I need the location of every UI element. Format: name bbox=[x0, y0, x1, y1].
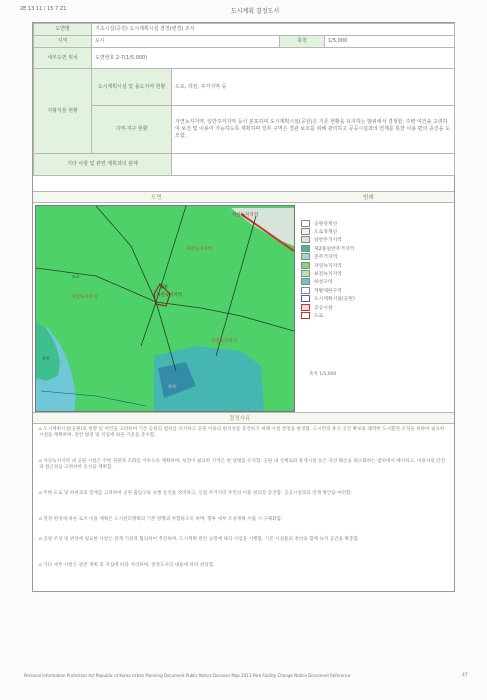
map-section-title: 도면 bbox=[151, 195, 162, 201]
facility-status-label: 도시계획시설 및 용도지역 현황 bbox=[92, 69, 172, 106]
legend-item bbox=[301, 219, 411, 227]
legend-swatch-10 bbox=[301, 304, 310, 311]
legend-label: 개발제한구역 bbox=[314, 288, 342, 294]
legend-swatch-8 bbox=[301, 287, 310, 294]
legend-item bbox=[301, 244, 411, 252]
map-label-4: 자연녹지지역 bbox=[211, 339, 238, 344]
map-label-5: 자연녹지지역 bbox=[232, 213, 259, 218]
facility-status-value: 도로, 하천, 주거지역 등 bbox=[172, 69, 455, 106]
page-number: 47 bbox=[462, 673, 468, 678]
legend-item bbox=[301, 253, 411, 261]
footer-text: Personal Information Protection Act Republic of Korea Urban Planning Document Public Notice Decision Map 2013 Park Facility Change Notice Document Reference bbox=[24, 673, 351, 678]
legend-label: 준주거지역 bbox=[314, 255, 338, 261]
scale-value: 1/5,000 bbox=[325, 36, 455, 48]
other-matters-value bbox=[172, 154, 455, 176]
legend-swatch-6 bbox=[301, 270, 310, 277]
legend-swatch-9 bbox=[301, 295, 310, 302]
map-label-park: 공원 bbox=[160, 284, 168, 289]
legend-item bbox=[301, 278, 411, 286]
detail-map-value: 도면번호 2-7(1/5,000) bbox=[92, 48, 455, 69]
explain-paragraph-4: o 결정 변경에 따른 토지 이용 계획은 도시관리계획의 기본 방향과 부합하도록 하며, 향후 세부 조성계획 수립 시 구체화함. bbox=[39, 517, 283, 522]
legend-item bbox=[301, 286, 411, 294]
legend-item bbox=[301, 311, 411, 319]
map-label-road: 도로 bbox=[72, 274, 80, 279]
explain-paragraph-3: o 주변 도로 및 하천과의 연계를 고려하여 공원 출입구와 보행 동선을 정비하고, 인접 주거지역 주민의 이용 편의를 증진함. 공공시설과의 연계 방안을 마련함. bbox=[39, 491, 352, 496]
legend-swatch-0 bbox=[301, 220, 310, 227]
legend-item bbox=[301, 227, 411, 235]
info-table bbox=[33, 23, 455, 176]
explain-paragraph-1: o 도시계획시설(공원)의 현황 및 여건을 고려하여 기존 공원의 범위를 유지하고 공원 이용의 편리성을 증진하기 위해 시설 결정을 변경함. 도시민의 휴식 공간 확보와 쾌적한 도시환경 조성을 위하여 필요한 시설을 계획하며, 관련 법령 및 지침에 따른 기준을 준수함. bbox=[39, 427, 445, 439]
explain-paragraph-2: o 자연녹지지역 내 공원 시설은 주변 경관과 조화를 이루도록 계획하며, 보전이 필요한 지역은 현 상태를 유지함. 공원 내 산책로와 휴게시설 등은 자연 훼손을 최소화하는 범위에서 배치하고, 이용자의 안전과 접근성을 고려하여 동선을 계획함. bbox=[39, 459, 446, 471]
map-label-3: 자연녹지지역 bbox=[156, 293, 183, 298]
region-label: 지역 bbox=[34, 36, 92, 48]
zoning-map bbox=[35, 205, 295, 412]
legend-item bbox=[301, 295, 411, 303]
map-label-2: 자연녹지지역 bbox=[71, 295, 98, 300]
map-scale-note: 축척 1/5,000 bbox=[309, 372, 337, 377]
detail-map-label: 세부도면 위치 bbox=[34, 48, 92, 69]
legend-item bbox=[301, 303, 411, 311]
legend-label: 하천구역 bbox=[314, 280, 333, 286]
legend-swatch-1 bbox=[301, 228, 310, 235]
scale-label: 축척 bbox=[280, 36, 325, 48]
header-title: 도시계획 결정도서 bbox=[230, 8, 280, 15]
legend-label: 공원경계선 bbox=[314, 221, 338, 227]
drawing-name-label: 도면명 bbox=[34, 24, 92, 36]
drawing-name-value: 기초시설(공원) 도시계획시설 결정(변경) 조서 bbox=[92, 24, 455, 36]
legend-item bbox=[301, 236, 411, 244]
explain-section-title: 결정사유 bbox=[229, 416, 251, 422]
map-section-bar bbox=[33, 191, 454, 203]
legend-swatch-5 bbox=[301, 262, 310, 269]
other-matters-label: 기타 사항 및 관련 계획과의 관계 bbox=[34, 154, 172, 176]
legend-label: 도시계획시설(공원) bbox=[314, 297, 355, 303]
legend-label: 공공시설 bbox=[314, 305, 333, 311]
header-left-code: 2E 13 11 / 15 7 Z1 bbox=[20, 6, 67, 12]
map-label-residential: 주거 bbox=[168, 384, 176, 389]
legend-label: 도로경계선 bbox=[314, 230, 338, 236]
map-legend bbox=[301, 219, 411, 320]
explain-paragraph-6: o 기타 세부 사항은 관련 계획 및 지침에 따라 처리하며, 결정도서의 내용에 따라 관리함. bbox=[39, 563, 215, 568]
legend-swatch-2 bbox=[301, 236, 310, 243]
legend-label: 일반주거지역 bbox=[314, 238, 342, 244]
legend-swatch-7 bbox=[301, 278, 310, 285]
zone-status-value: 자연녹지지역, 일반주거지역 등이 분포하며 도시계획시설(공원)은 기존 현황을 유지하는 범위에서 결정함. 주변 여건을 고려하여 보전 및 이용이 가능하도록 계획하며 일부 구역은 경관 보호를 위해 관리하고 공공시설과의 연계를 통한 이용 편의 증진을 도모함. bbox=[172, 106, 455, 154]
legend-section-title: 범례 bbox=[363, 195, 374, 201]
zone-status-label: 지역·지구 현황 bbox=[92, 106, 172, 154]
legend-swatch-3 bbox=[301, 245, 310, 252]
legend-swatch-11 bbox=[301, 312, 310, 319]
explain-paragraph-5: o 공원 조성 및 관리에 필요한 사항은 관계 기관과 협의하여 추진하며, 도시계획 관련 규정에 따라 사업을 시행함. 기존 시설물의 정비와 함께 녹지 공간을 확충함. bbox=[39, 537, 360, 542]
legend-swatch-4 bbox=[301, 253, 310, 260]
explain-section-bar bbox=[33, 412, 454, 424]
legend-item bbox=[301, 269, 411, 277]
terrain-label: 지형지물 현황 bbox=[34, 69, 92, 154]
map-label-river: 하천 bbox=[42, 356, 50, 361]
region-value: 도시 bbox=[92, 36, 280, 48]
document-frame bbox=[32, 22, 455, 592]
legend-label: 도로 bbox=[314, 313, 324, 319]
legend-label: 제2종일반주거지역 bbox=[314, 246, 355, 252]
legend-label: 보전녹지지역 bbox=[314, 272, 342, 278]
map-label-1: 자연녹지지역 bbox=[186, 247, 213, 252]
legend-item bbox=[301, 261, 411, 269]
zoning-map-graphic bbox=[36, 206, 294, 411]
legend-label: 자연녹지지역 bbox=[314, 263, 342, 269]
